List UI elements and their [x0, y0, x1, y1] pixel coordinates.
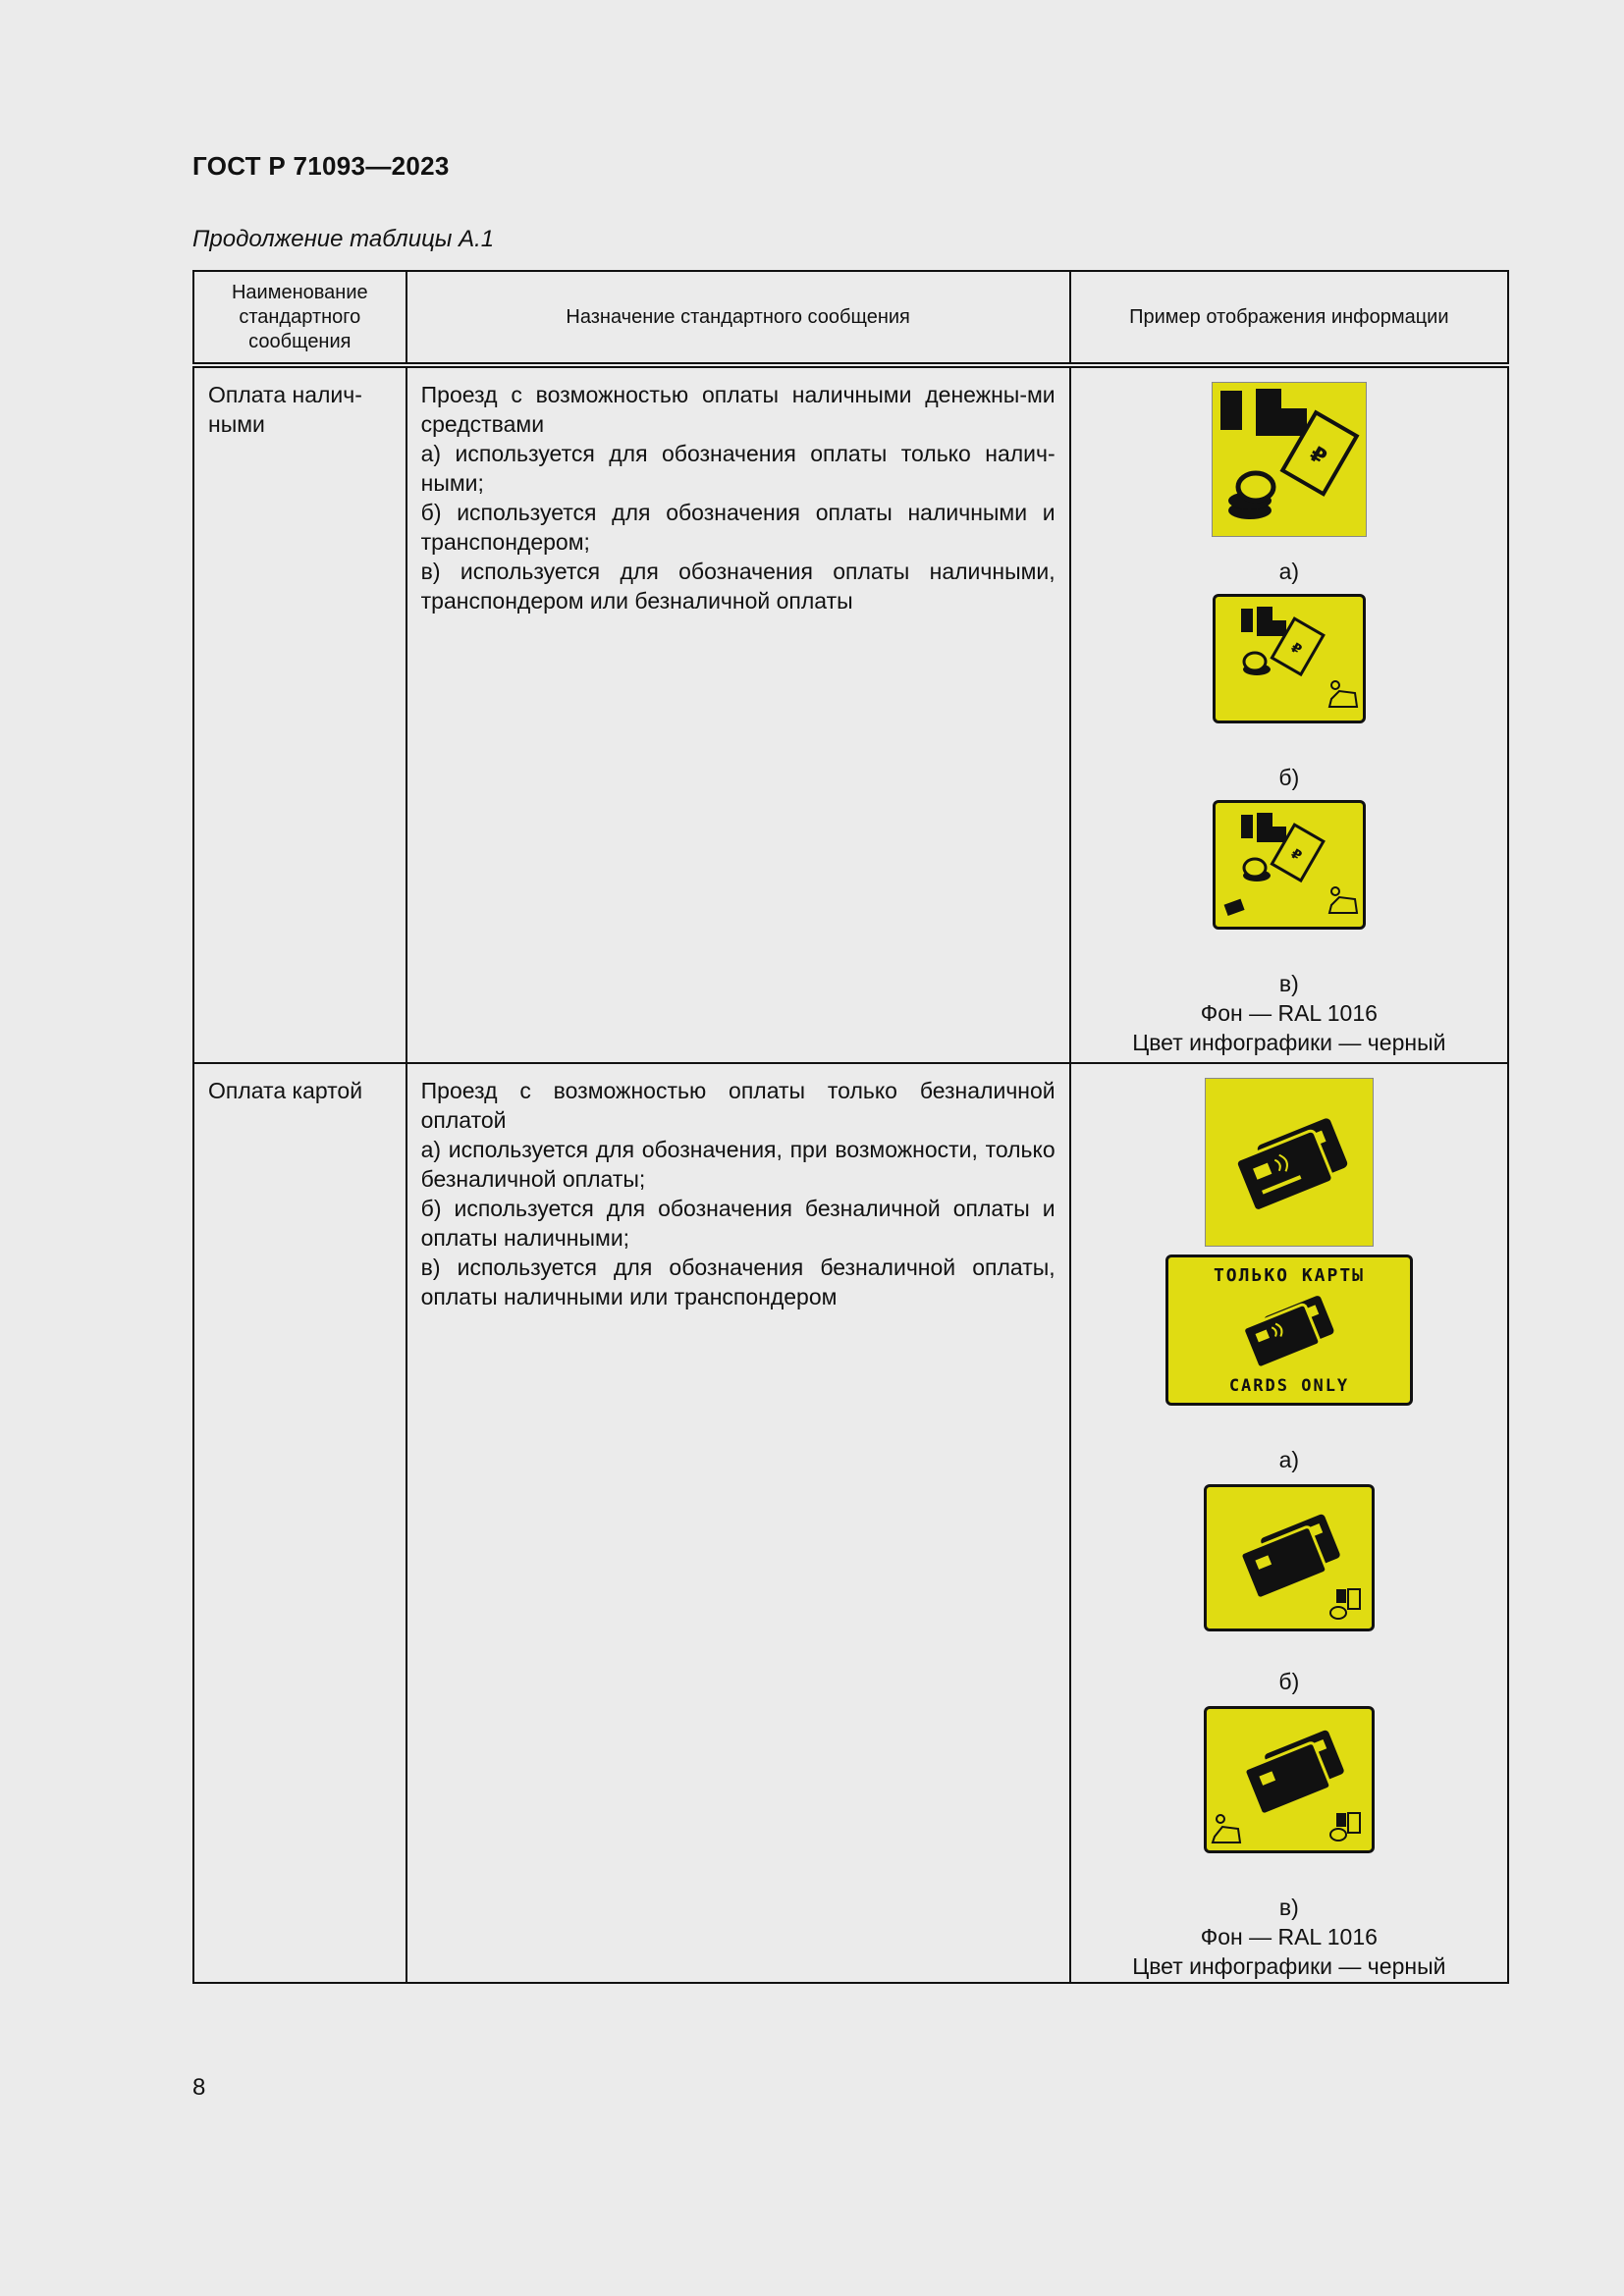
svg-text:₽: ₽ — [1305, 442, 1330, 471]
table-caption: Продолжение таблицы А.1 — [192, 226, 495, 252]
graphics-color-note: Цвет инфографики — черный — [1132, 1030, 1446, 1055]
card-payment-icon — [1206, 1079, 1373, 1246]
cards-only-sign — [1165, 1255, 1413, 1406]
cash-transponder-sign — [1213, 594, 1366, 723]
example-label-c: в) — [1278, 971, 1299, 996]
svg-text:₽: ₽ — [1287, 639, 1305, 659]
cash-payment-sign — [1212, 382, 1367, 537]
example-cell — [1070, 365, 1508, 1063]
card-payment-sign — [1205, 1078, 1374, 1247]
background-note: Фон — RAL 1016 — [1200, 1924, 1378, 1949]
document-code: ГОСТ Р 71093—2023 — [192, 151, 450, 181]
card-cash-transponder-icon — [1207, 1709, 1372, 1850]
message-name: Оплата налич- ными — [208, 382, 362, 437]
card-cash-icon — [1207, 1487, 1372, 1629]
column-header-purpose: Назначение стандартного сообщения — [406, 271, 1070, 365]
page-number: 8 — [192, 2074, 206, 2101]
cash-transponder-card-icon — [1216, 803, 1363, 927]
cards-only-icon — [1168, 1257, 1410, 1403]
example-label-a: а) — [1278, 1447, 1300, 1472]
background-note: Фон — RAL 1016 — [1200, 1000, 1378, 1026]
example-label-a: а) — [1278, 559, 1300, 584]
table-row — [193, 1063, 1508, 1983]
graphics-color-note: Цвет инфографики — черный — [1132, 1953, 1446, 1979]
column-header-example: Пример отображения информации — [1070, 271, 1508, 365]
message-purpose: Проезд с возможностью оплаты только безналичной оплатой а) используется для обозначения, при возможности, только безналичной оплаты; б) используется для обозначения безналичной оплаты и оплаты наличными; в) используется для обозначения безналичной оплаты, оплаты наличными или транспондером — [420, 1078, 1056, 1309]
example-label-c: в) — [1278, 1895, 1299, 1920]
cards-only-ru-text: ТОЛЬКО КАРТЫ — [1213, 1265, 1365, 1286]
card-cash-transponder-sign — [1204, 1706, 1375, 1853]
column-header-name: Наименование стандартного сообщения — [193, 271, 406, 365]
card-cash-sign — [1204, 1484, 1375, 1631]
message-name: Оплата картой — [208, 1078, 363, 1103]
example-label-b: б) — [1278, 765, 1300, 790]
example-cell — [1070, 1063, 1508, 1983]
svg-text:₽: ₽ — [1287, 845, 1305, 865]
standard-messages-table — [192, 270, 1509, 1984]
message-purpose: Проезд с возможностью оплаты наличными денежны-ми средствами а) используется для обозначения оплаты только налич-ными; б) используется для обозначения оплаты наличными и транспондером; в) используется для обозначения оплаты наличными, транспондером или безналичной оплаты — [420, 382, 1056, 614]
example-label-b: б) — [1278, 1669, 1300, 1694]
cards-only-en-text: CARDS ONLY — [1228, 1376, 1350, 1396]
table-row — [193, 365, 1508, 1063]
table-header-row — [193, 271, 1508, 365]
cash-transponder-icon — [1216, 597, 1363, 721]
cash-transponder-card-sign — [1213, 800, 1366, 930]
cash-payment-icon — [1213, 383, 1366, 536]
